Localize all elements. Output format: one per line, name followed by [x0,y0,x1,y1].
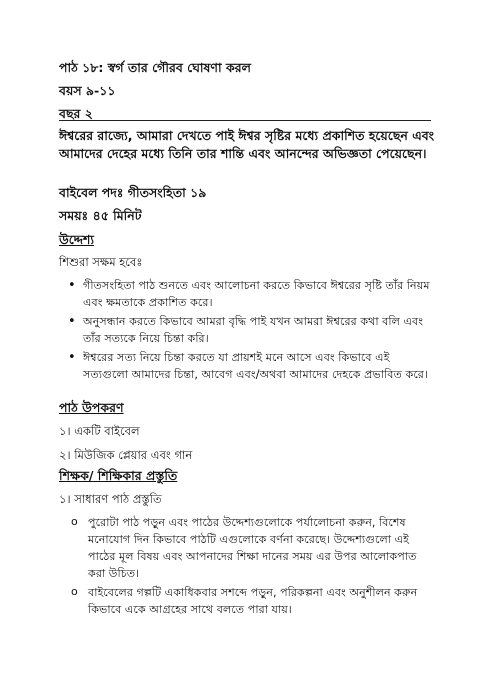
material-item: ২। মিউজিক প্লেয়ার এবং গান [59,448,193,462]
objective-item: • গীতসংহিতা পাঠ শুনতে এবং আলোচনা করতে কিভাবে ঈশ্বরের সৃষ্টি তাঁর নিয়ম এবং ক্ষমতাকে প্রকাশিত করে। [59,277,437,311]
lesson-title: পাঠ ১৮: স্বর্গ তার গৌরব ঘোষণা করল [59,60,251,75]
objective-item: • ঈশ্বরের সত্য নিয়ে চিন্তা করতে যা প্রায়শই মনে আসে এবং কিভাবে এই সত্যগুলো আমাদের চিন্তা, আবেগ এবং/অথবা আমাদের দেহকে প্রভাবিত করে। [59,349,437,383]
lesson-summary: ঈশ্বরের রাজ্যে, আমারা দেখতে পাই ঈশ্বর সৃষ্টির মধ্যে প্রকাশিত হয়েছেন এবং আমাদের দেহের মধ্যে তিনি তার শান্তি এবং আনন্দের অভিজ্ঞতা পেয়েছেন। [59,128,435,161]
prep-heading: শিক্ষক/ শিক্ষিকার প্রস্তুতি [59,468,178,483]
prep-item: o পুরোটা পাঠ পড়ুন এবং পাঠের উদ্দেশ্যগুলোকে পর্যালোচনা করুন, বিশেষ মনোযোগ দিন কিভাবে পাঠটি এগুলোকে বর্ণনা করেছে। উদ্দেশ্যগুলো এই পাঠের মূল বিষয় এবং আপনাদের শিক্ষা দানের সময় এর উপর আলোকপাত করা উচিত। [59,514,437,582]
objectives-list [59,277,437,385]
bible-passage: বাইবেল পদঃ গীতসংহিতা ১৯ [59,185,207,200]
objectives-heading: উদ্দেশ্য [59,232,95,247]
objective-item: • অনুসন্ধান করতে কিভাবে আমরা বৃদ্ধি পাই যখন আমরা ঈশ্বরের কথা বলি এবং তাঁর সত্যকে নিয়ে চিন্তা করি। [59,313,437,347]
divider-line [59,120,431,121]
materials-heading: পাঠ উপকরণ [59,400,124,415]
lesson-time: সময়ঃ ৪৫ মিনিট [59,208,142,223]
prep-list [59,514,437,620]
year-label: বছর ২ [59,106,93,121]
age-range: বয়স ৯-১১ [59,83,116,98]
prep-subheading: ১। সাধারণ পাঠ প্রস্তুতি [59,492,162,506]
objectives-intro: শিশুরা সক্ষম হবেঃ [59,255,143,269]
material-item: ১। একটি বাইবেল [59,424,140,438]
prep-item: o বাইবেলের গল্পটি একাধিকবার সশব্দে পড়ুন, পরিকল্পনা এবং অনুশীলন করুন কিভাবে একে আগ্রহের সাথে বলতে পারা যায়। [59,584,437,618]
